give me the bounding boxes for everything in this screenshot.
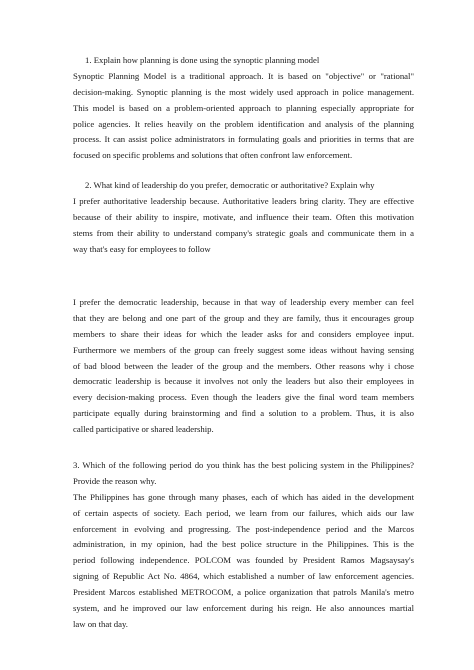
answer-2b-line: I prefer the democratic leadership, because in that way of leadership every member can feel: [73, 297, 414, 307]
answer-3-line: signing of Republic Act No. 4864, which established a number of law enforcement agencies.: [73, 571, 414, 582]
answer-1-line: decision-making. Synoptic planning is the most widely used approach in police management.: [73, 86, 414, 97]
answer-2b-line: called participative or shared leadership.: [73, 424, 214, 435]
answer-3-line: of certain aspects of society. Each period, we learn from our failures, which aids our law: [73, 507, 414, 518]
answer-2a-line: I prefer authoritative leadership because. Authoritative leaders bring clarity. They are effective: [73, 195, 414, 206]
section-3: [73, 458, 414, 633]
section-1: [73, 53, 414, 164]
question-2: 2. What kind of leadership do you prefer, democratic or authoritative? Explain why: [85, 180, 375, 190]
question-1: 1. Explain how planning is done using the synoptic planning model: [85, 55, 320, 65]
answer-2b-line: every decision-making process. Even though the leaders give the final word team members: [73, 392, 414, 403]
answer-3-line: President Marcos established METROCOM, a police organization that patrols Manila's metro: [73, 587, 414, 598]
answer-1-line: This model is based on a problem-oriented approach to planning especially appropriate for: [73, 102, 414, 113]
answer-1-line: Synoptic Planning Model is a traditional approach. It is based on "objective" or "rational": [73, 70, 414, 81]
answer-1-line: police agencies. It relies heavily on the problem identification and analysis of the planning: [73, 118, 414, 129]
answer-3-line: law on that day.: [73, 618, 128, 629]
question-3-line: 3. Which of the following period do you think has the best policing system in the Philippines?: [73, 460, 414, 470]
answer-2a-line: stems from their ability to understand company's strategic goals and communicate them in a: [73, 227, 414, 238]
answer-3-line: enforcement in evolving and progressing. The post-independence period and the Marcos: [73, 523, 414, 534]
answer-2b-line: participate equally during brainstorming and find a solution to a problem. Thus, it is also: [73, 408, 414, 419]
answer-1-line: process. It can assist police administrators in formulating goals and priorities in terms that are: [73, 134, 414, 145]
answer-2b-line: that they are belong and one part of the group and they are family, thus it encourages group: [73, 312, 414, 323]
answer-3-line: period following independence. POLCOM was founded by President Ramos Magsaysay's: [73, 555, 414, 566]
answer-3-line: system, and he improved our law enforcement during his reign. He also announces martial: [73, 603, 414, 614]
answer-2b-line: democratic leadership is because it involves not only the leaders but also their employees in: [73, 376, 414, 387]
answer-1-line: focused on specific problems and solutions that often confront law enforcement.: [73, 150, 353, 161]
answer-2b-line: Furthermore we members of the group can freely suggest some ideas without having sensing: [73, 344, 414, 355]
section-2-answer-b: [73, 295, 414, 438]
question-3-line: Provide the reason why.: [73, 475, 157, 486]
answer-3-line: administration, in my opinion, had the best police structure in the Philippines. This is the: [73, 539, 414, 550]
answer-3-line: The Philippines has gone through many phases, each of which has aided in the development: [73, 491, 414, 502]
answer-2b-line: members to share their ideas for which the leader asks for and considers employee input.: [73, 328, 414, 339]
answer-2a-line: way that's easy for employees to follow: [73, 243, 211, 254]
section-2: [73, 178, 414, 257]
answer-2a-line: because of their ability to inspire, motivate, and influence their team. Often this motivation: [73, 211, 414, 222]
answer-2b-line: of bad blood between the leader of the group and the members. Other reasons why i chose: [73, 360, 414, 371]
